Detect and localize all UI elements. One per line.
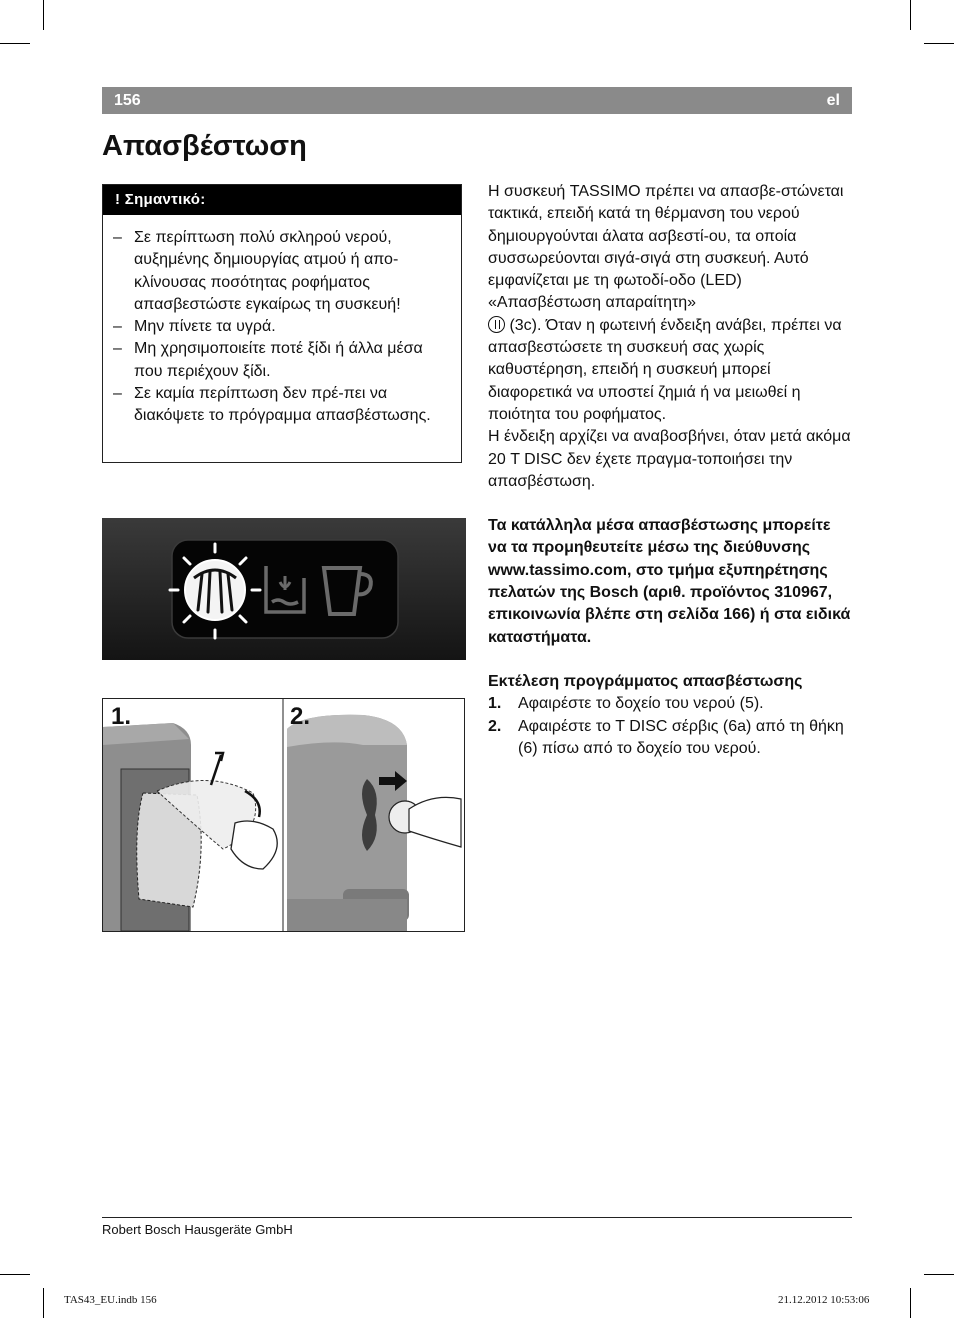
- notice-item: – Μη χρησιμοποιείτε ποτέ ξίδι ή άλλα μέσα που περιέχουν ξίδι.: [113, 338, 455, 383]
- crop-mark: [910, 0, 911, 30]
- right-column: [488, 181, 853, 760]
- important-notice-box: [102, 184, 462, 463]
- crop-mark: [924, 43, 954, 44]
- notice-item: – Μην πίνετε τα υγρά.: [113, 316, 455, 338]
- language-code: el: [826, 92, 840, 109]
- notice-list: [103, 227, 461, 428]
- step-text: Αφαιρέστε το δοχείο του νερού (5).: [518, 695, 764, 713]
- footer-company: Robert Bosch Hausgeräte GmbH: [102, 1222, 293, 1237]
- step-text: Αφαιρέστε το T DISC σέρβις (6a) από τη θήκη (6) πίσω από το δοχείο του νερού.: [518, 717, 844, 757]
- crop-mark: [0, 43, 30, 44]
- notice-item: – Σε καμία περίπτωση δεν πρέ-πει να διακόψετε το πρόγραμμα απασβέστωσης.: [113, 383, 455, 428]
- step-1-label: 1.: [111, 703, 132, 730]
- crop-mark: [43, 0, 44, 30]
- descaling-led-icon: [488, 316, 505, 333]
- intro-paragraph: [488, 181, 853, 426]
- procedure-heading: Εκτέλεση προγράμματος απασβέστωσης: [488, 672, 803, 690]
- procedure-step: [488, 693, 853, 715]
- procedure-steps: [488, 693, 853, 760]
- intro-text-2: (3c). Όταν η φωτεινή ένδειξη ανάβει, πρέπει να απασβεστώσετε τη συσκευή σας χωρίς καθυστέρηση, επειδή η συσκευή μπορεί διαφορετικά να υποστεί ζημιά ή να μειωθεί η ποιότητα του ροφήματος.: [488, 316, 842, 423]
- descaling-lamp-icon: [185, 560, 245, 620]
- steps-drawing: [103, 699, 464, 931]
- page-header-bar: [102, 87, 852, 114]
- page-number: 156: [114, 92, 141, 109]
- supply-note: Τα κατάλληλα μέσα απασβέστωσης μπορείτε να τα προμηθευτείτε μέσω της διεύθυνσης www.tassimo.com, στο τμήμα εξυπηρέτησης πελατών της Bosch (αριθ. προϊόντος 310967, επικοινωνία βλέπε στη σελίδα 166) ή στα ειδικά καταστήματα.: [488, 517, 851, 646]
- intro-text-1: Η συσκευή TASSIMO πρέπει να απασβε-στώνεται τακτικά, επειδή κατά τη θέρμανση του νερού δημιουργούνται άλατα ασβεστί-ου, τα οποία συσσωρεύονται σιγά-σιγά στη συσκευή. Αυτό εμφανίζεται με τη φωτοδί-οδο (LED) «Απασβέστωση απαραίτητη»: [488, 183, 844, 312]
- step-number: 1.: [488, 695, 502, 713]
- footer-rule: [102, 1217, 852, 1218]
- crop-mark: [910, 1288, 911, 1318]
- step-number: 2.: [488, 717, 502, 735]
- intro-text-3: Η ένδειξη αρχίζει να αναβοσβήνει, όταν μετά ακόμα 20 T DISC δεν έχετε πραγμα-τοποιήσει την απασβέστωση.: [488, 428, 851, 490]
- control-panel-drawing: [102, 518, 466, 660]
- notice-heading: ! Σημαντικό:: [103, 185, 461, 215]
- page-title: Απασβέστωση: [102, 130, 307, 162]
- control-panel-illustration: [102, 518, 466, 660]
- steps-illustration: [102, 698, 465, 932]
- step-2-label: 2.: [290, 703, 311, 730]
- crop-mark: [924, 1274, 954, 1275]
- notice-item: – Σε περίπτωση πολύ σκληρού νερού, αυξημένης δημιουργίας ατμού ή απο-κλίνουσας ποσότητας ροφήματος απασβεστώστε εγκαίρως τη συσκευή!: [113, 227, 455, 316]
- print-slug-file: TAS43_EU.indb 156: [64, 1294, 157, 1306]
- crop-mark: [43, 1288, 44, 1318]
- crop-mark: [0, 1274, 30, 1275]
- print-slug-date: 21.12.2012 10:53:06: [778, 1294, 870, 1306]
- procedure-step: [488, 716, 853, 761]
